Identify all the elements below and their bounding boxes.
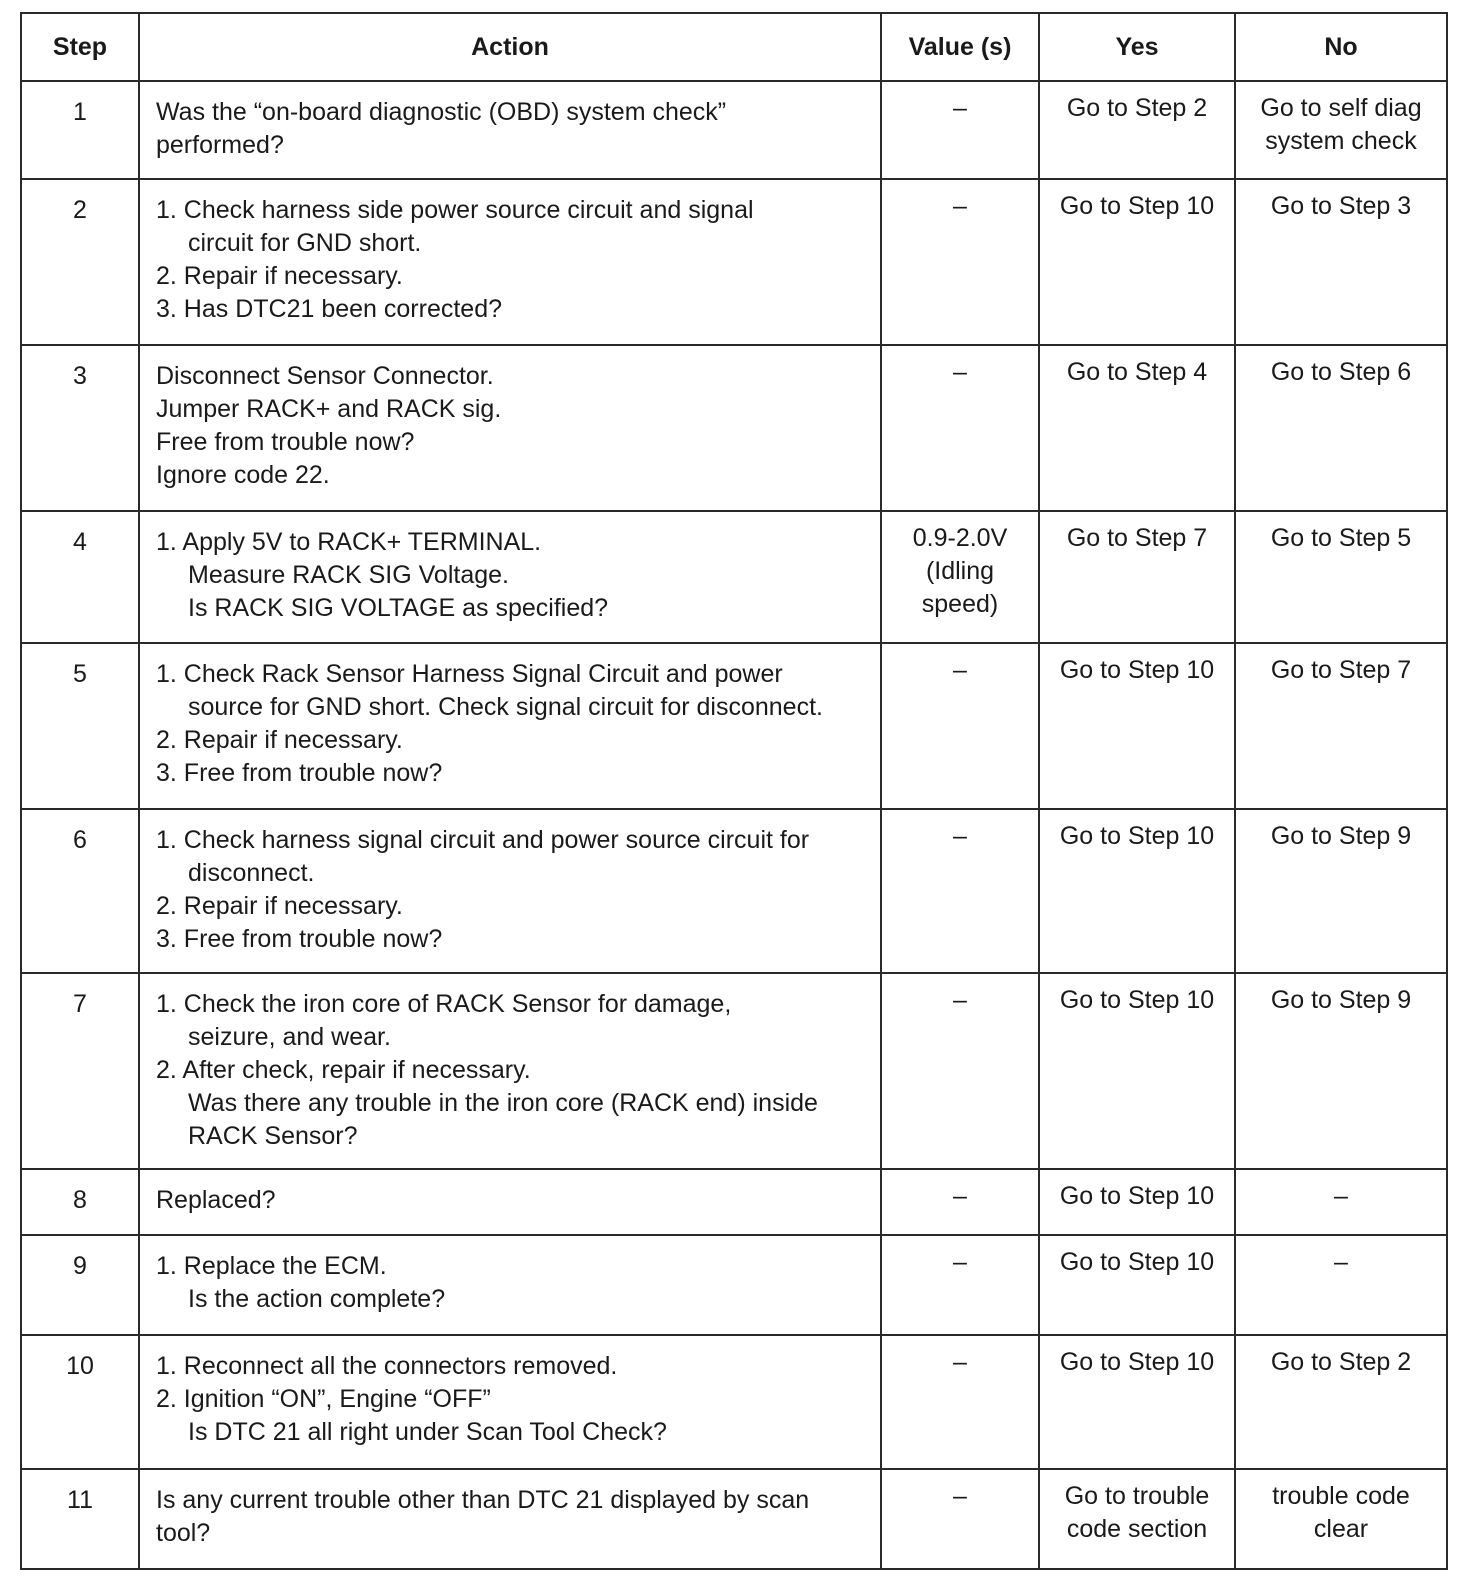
value-cell: – — [881, 179, 1039, 345]
table-row — [21, 81, 1447, 179]
cell-line: 0.9-2.0V — [912, 524, 1008, 552]
value-cell: – — [881, 643, 1039, 809]
action-cell — [139, 179, 881, 345]
cell-line: 1. Check Rack Sensor Harness Signal Circuit and power — [156, 660, 783, 688]
action-cell — [139, 1169, 881, 1235]
no-cell — [1235, 809, 1447, 973]
cell-line: 3. Free from trouble now? — [156, 759, 443, 787]
value-cell: – — [881, 1169, 1039, 1235]
cell-line: Go to Step 10 — [1059, 1248, 1215, 1276]
cell-line: – — [1334, 1248, 1348, 1276]
cell-line: tool? — [156, 1519, 211, 1547]
header-step: Step — [21, 13, 139, 81]
value-cell — [881, 511, 1039, 643]
step-number: 1 — [21, 81, 139, 179]
step-number: 4 — [21, 511, 139, 643]
cell-line: Is the action complete? — [188, 1285, 446, 1313]
action-cell — [139, 1235, 881, 1335]
cell-line: 2. Repair if necessary. — [156, 892, 403, 920]
no-cell — [1235, 1235, 1447, 1335]
step-number: 8 — [21, 1169, 139, 1235]
header-action: Action — [139, 13, 881, 81]
cell-line: Go to Step 3 — [1270, 192, 1412, 220]
cell-line: Go to Step 2 — [1066, 94, 1208, 122]
table-row — [21, 1469, 1447, 1569]
no-cell — [1235, 973, 1447, 1169]
cell-line: Measure RACK SIG Voltage. — [188, 561, 509, 589]
table-row — [21, 345, 1447, 511]
cell-line: performed? — [156, 131, 284, 159]
cell-line: Ignore code 22. — [156, 461, 330, 489]
cell-line: trouble code — [1272, 1482, 1410, 1510]
cell-line: Go to Step 7 — [1270, 656, 1412, 684]
cell-line: Go to Step 10 — [1059, 656, 1215, 684]
cell-line: Go to Step 4 — [1066, 358, 1208, 386]
cell-line: Go to Step 10 — [1059, 822, 1215, 850]
cell-line: Jumper RACK+ and RACK sig. — [156, 395, 502, 423]
yes-cell — [1039, 1335, 1235, 1469]
yes-cell — [1039, 81, 1235, 179]
cell-line: Was the “on-board diagnostic (OBD) system check” — [156, 98, 727, 126]
cell-line: seizure, and wear. — [188, 1023, 391, 1051]
yes-cell — [1039, 511, 1235, 643]
cell-line: (Idling — [925, 557, 995, 585]
cell-line: clear — [1313, 1515, 1369, 1543]
action-cell — [139, 1469, 881, 1569]
step-number: 6 — [21, 809, 139, 973]
cell-line: Go to Step 6 — [1270, 358, 1412, 386]
cell-line: 2. After check, repair if necessary. — [156, 1056, 531, 1084]
no-cell — [1235, 345, 1447, 511]
cell-line: Go to Step 10 — [1059, 1182, 1215, 1210]
no-cell — [1235, 81, 1447, 179]
cell-line: 2. Repair if necessary. — [156, 726, 403, 754]
value-cell: – — [881, 1335, 1039, 1469]
value-cell: – — [881, 81, 1039, 179]
cell-line: Disconnect Sensor Connector. — [156, 362, 494, 390]
table-row — [21, 643, 1447, 809]
header-row — [21, 13, 1447, 81]
cell-line: Go to trouble — [1064, 1482, 1210, 1510]
cell-line: Go to Step 9 — [1270, 822, 1412, 850]
cell-line: 1. Check harness signal circuit and power source circuit for — [156, 826, 810, 854]
action-cell — [139, 643, 881, 809]
no-cell — [1235, 643, 1447, 809]
table-row — [21, 973, 1447, 1169]
cell-line: 1. Reconnect all the connectors removed. — [156, 1352, 618, 1380]
diagnostic-page — [20, 12, 1446, 1570]
cell-line: Go to Step 10 — [1059, 986, 1215, 1014]
header-value: Value (s) — [881, 13, 1039, 81]
value-cell: – — [881, 809, 1039, 973]
yes-cell — [1039, 345, 1235, 511]
cell-line: Go to Step 10 — [1059, 192, 1215, 220]
cell-line: 1. Check harness side power source circuit and signal — [156, 196, 754, 224]
action-cell — [139, 81, 881, 179]
table-row — [21, 179, 1447, 345]
no-cell — [1235, 1169, 1447, 1235]
step-number: 9 — [21, 1235, 139, 1335]
no-cell — [1235, 1335, 1447, 1469]
action-cell — [139, 1335, 881, 1469]
cell-line: Go to Step 2 — [1270, 1348, 1412, 1376]
action-cell — [139, 973, 881, 1169]
action-cell — [139, 345, 881, 511]
table-row — [21, 1235, 1447, 1335]
no-cell — [1235, 511, 1447, 643]
yes-cell — [1039, 643, 1235, 809]
table-row — [21, 1169, 1447, 1235]
step-number: 2 — [21, 179, 139, 345]
action-cell — [139, 809, 881, 973]
cell-line: Free from trouble now? — [156, 428, 415, 456]
header-no: No — [1235, 13, 1447, 81]
table-row — [21, 1335, 1447, 1469]
table-row — [21, 511, 1447, 643]
cell-line: Is DTC 21 all right under Scan Tool Check? — [188, 1418, 667, 1446]
step-number: 7 — [21, 973, 139, 1169]
cell-line: circuit for GND short. — [188, 229, 422, 257]
header-yes: Yes — [1039, 13, 1235, 81]
cell-line: speed) — [921, 590, 999, 618]
step-number: 3 — [21, 345, 139, 511]
cell-line: system check — [1265, 127, 1417, 155]
cell-line: Replaced? — [156, 1186, 276, 1214]
cell-line: Go to Step 5 — [1270, 524, 1412, 552]
yes-cell — [1039, 1235, 1235, 1335]
cell-line: code section — [1066, 1515, 1208, 1543]
step-number: 10 — [21, 1335, 139, 1469]
cell-line: disconnect. — [188, 859, 315, 887]
cell-line: Was there any trouble in the iron core (RACK end) inside — [188, 1089, 818, 1117]
no-cell — [1235, 1469, 1447, 1569]
cell-line: Is RACK SIG VOLTAGE as specified? — [188, 594, 609, 622]
yes-cell — [1039, 973, 1235, 1169]
no-cell — [1235, 179, 1447, 345]
table-row — [21, 809, 1447, 973]
yes-cell — [1039, 809, 1235, 973]
cell-line: source for GND short. Check signal circuit for disconnect. — [188, 693, 823, 721]
cell-line: 3. Has DTC21 been corrected? — [156, 295, 503, 323]
cell-line: Go to Step 10 — [1059, 1348, 1215, 1376]
cell-line: RACK Sensor? — [188, 1122, 358, 1150]
value-cell: – — [881, 1469, 1039, 1569]
cell-line: 1. Replace the ECM. — [156, 1252, 387, 1280]
cell-line: Go to self diag — [1260, 94, 1422, 122]
step-number: 5 — [21, 643, 139, 809]
value-cell: – — [881, 973, 1039, 1169]
yes-cell — [1039, 1469, 1235, 1569]
cell-line: – — [1334, 1182, 1348, 1210]
value-cell: – — [881, 1235, 1039, 1335]
cell-line: Go to Step 9 — [1270, 986, 1412, 1014]
cell-line: Is any current trouble other than DTC 21 displayed by scan — [156, 1486, 810, 1514]
cell-line: 2. Repair if necessary. — [156, 262, 403, 290]
diagnostic-table — [20, 12, 1448, 1570]
yes-cell — [1039, 179, 1235, 345]
cell-line: 3. Free from trouble now? — [156, 925, 443, 953]
cell-line: 1. Check the iron core of RACK Sensor for damage, — [156, 990, 732, 1018]
step-number: 11 — [21, 1469, 139, 1569]
cell-line: 1. Apply 5V to RACK+ TERMINAL. — [156, 528, 542, 556]
yes-cell — [1039, 1169, 1235, 1235]
action-cell — [139, 511, 881, 643]
value-cell: – — [881, 345, 1039, 511]
cell-line: 2. Ignition “ON”, Engine “OFF” — [156, 1385, 491, 1413]
cell-line: Go to Step 7 — [1066, 524, 1208, 552]
